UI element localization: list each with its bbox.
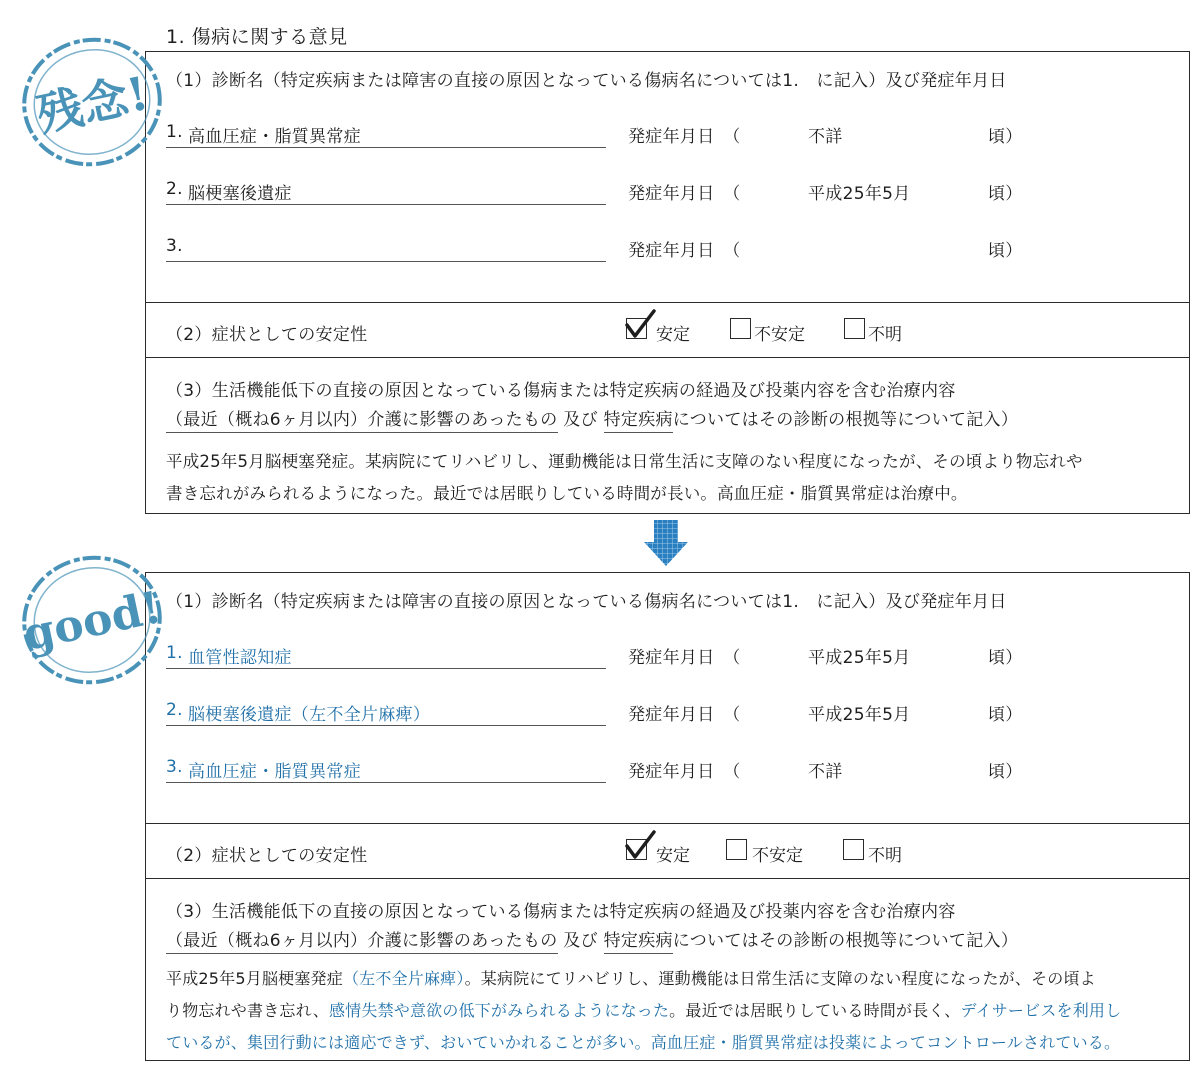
- diagnosis-underline: [166, 147, 606, 148]
- divider: [146, 357, 1189, 358]
- narrative-line: [166, 963, 1166, 995]
- bad-example-panel: [145, 51, 1190, 514]
- option-stable-label: 安定: [656, 325, 690, 345]
- option-unknown-label: 不明: [868, 325, 902, 345]
- narrative-highlight: デイサービスを利用し: [960, 1001, 1122, 1020]
- recent-label: （最近（概ね6ヶ月以内）介護に影響のあったもの: [166, 931, 558, 954]
- narrative-text: 。最近では居眠りしている時間が長く、: [669, 1001, 961, 1020]
- option-unstable-label: 不安定: [752, 846, 803, 866]
- course-note: についてはその診断の根拠等について記入）: [672, 410, 1019, 430]
- onset-label: 発症年月日 （: [628, 762, 741, 782]
- onset-label: 発症年月日 （: [628, 705, 741, 725]
- stability-label: （2）症状としての安定性: [166, 846, 368, 866]
- diagnosis-underline: [166, 725, 606, 726]
- onset-value: 平成25年5月: [808, 184, 911, 204]
- onset-value: 平成25年5月: [808, 648, 911, 668]
- diagnosis-underline: [166, 782, 606, 783]
- onset-label: 発症年月日 （: [628, 241, 741, 261]
- narrative: [166, 446, 1166, 510]
- stamp-good-icon: [14, 546, 174, 691]
- diagnosis-underline: [166, 204, 606, 205]
- checkbox-unknown[interactable]: [843, 839, 864, 860]
- narrative-text: 平成25年5月脳梗塞発症: [166, 969, 343, 988]
- and-label: 及び: [563, 931, 598, 951]
- diagnosis-num: 1.: [166, 643, 183, 663]
- stamp-text: 残念!: [31, 65, 153, 143]
- checkbox-unknown[interactable]: [844, 318, 865, 339]
- diagnosis-num: 1.: [166, 122, 183, 142]
- divider: [146, 878, 1189, 879]
- option-unstable-label: 不安定: [754, 325, 805, 345]
- onset-value: 平成25年5月: [808, 705, 911, 725]
- onset-label: 発症年月日 （: [628, 184, 741, 204]
- checkbox-unstable[interactable]: [730, 318, 751, 339]
- diagnosis-name: 脳梗塞後遺症（左不全片麻痺）: [188, 705, 431, 725]
- course-header-line2: [166, 405, 1018, 430]
- diagnosis-underline: [166, 668, 606, 669]
- checkmark-icon: [622, 308, 658, 342]
- section-title: 1. 傷病に関する意見: [166, 26, 348, 48]
- narrative-line: [166, 995, 1166, 1027]
- diagnosis-num: 3.: [166, 236, 183, 256]
- diagnosis-name: 脳梗塞後遺症: [188, 184, 292, 204]
- divider: [146, 302, 1189, 303]
- narrative-highlight: （左不全片麻痺）: [342, 969, 465, 988]
- diagnosis-num: 3.: [166, 757, 183, 777]
- onset-value: 不詳: [808, 762, 843, 782]
- onset-end: 頃）: [988, 705, 1023, 725]
- stability-label: （2）症状としての安定性: [166, 325, 368, 345]
- diagnosis-name: 血管性認知症: [188, 648, 292, 668]
- checkmark-icon: [622, 829, 658, 863]
- diagnosis-name: 高血圧症・脂質異常症: [188, 127, 361, 147]
- onset-end: 頃）: [988, 127, 1023, 147]
- onset-value: 不詳: [808, 127, 843, 147]
- narrative: [166, 963, 1166, 1059]
- narrative-line: 書き忘れがみられるようになった。最近では居眠りしている時間が長い。高血圧症・脂質異常症は治療中。: [166, 484, 968, 503]
- diagnosis-header: （1）診断名（特定疾病または障害の直接の原因となっている傷病名については1. に記入）及び発症年月日: [166, 592, 1007, 612]
- good-example-panel: [145, 572, 1190, 1061]
- narrative-highlight: 感情失禁や意欲の低下がみられるようになった: [328, 1001, 670, 1020]
- course-header-line2: [166, 926, 1018, 951]
- diagnosis-underline: [166, 261, 606, 262]
- diagnosis-num: 2.: [166, 700, 183, 720]
- narrative-text: 。某病院にてリハビリし、運動機能は日常生活に支障のない程度になったが、その頃よ: [464, 969, 1096, 988]
- specific-disease-label: 特定疾病: [604, 931, 673, 954]
- diagnosis-num: 2.: [166, 179, 183, 199]
- stamp-disappointing-icon: [14, 28, 174, 173]
- divider: [146, 823, 1189, 824]
- and-label: 及び: [563, 410, 598, 430]
- onset-label: 発症年月日 （: [628, 648, 741, 668]
- diagnosis-name: 高血圧症・脂質異常症: [188, 762, 361, 782]
- option-stable-label: 安定: [656, 846, 690, 866]
- onset-end: 頃）: [988, 184, 1023, 204]
- recent-label: （最近（概ね6ヶ月以内）介護に影響のあったもの: [166, 410, 558, 433]
- onset-end: 頃）: [988, 648, 1023, 668]
- narrative-line: 平成25年5月脳梗塞発症。某病院にてリハビリし、運動機能は日常生活に支障のない程度になったが、その頃より物忘れや: [166, 452, 1083, 471]
- course-header-line1: （3）生活機能低下の直接の原因となっている傷病または特定疾病の経過及び投薬内容を含む治療内容: [166, 902, 956, 922]
- down-arrow-icon: [642, 518, 690, 568]
- onset-end: 頃）: [988, 241, 1023, 261]
- course-header-line1: （3）生活機能低下の直接の原因となっている傷病または特定疾病の経過及び投薬内容を含む治療内容: [166, 381, 956, 401]
- narrative-line: ているが、集団行動には適応できず、おいていかれることが多い。高血圧症・脂質異常症は投薬によってコントロールされている。: [166, 1033, 1121, 1052]
- specific-disease-label: 特定疾病: [604, 410, 673, 433]
- checkbox-unstable[interactable]: [726, 839, 747, 860]
- stamp-text: good!: [18, 582, 166, 661]
- narrative-text: り物忘れや書き忘れ、: [166, 1001, 329, 1020]
- option-unknown-label: 不明: [868, 846, 902, 866]
- diagnosis-header: （1）診断名（特定疾病または障害の直接の原因となっている傷病名については1. に記入）及び発症年月日: [166, 71, 1007, 91]
- course-note: についてはその診断の根拠等について記入）: [672, 931, 1019, 951]
- onset-label: 発症年月日 （: [628, 127, 741, 147]
- onset-end: 頃）: [988, 762, 1023, 782]
